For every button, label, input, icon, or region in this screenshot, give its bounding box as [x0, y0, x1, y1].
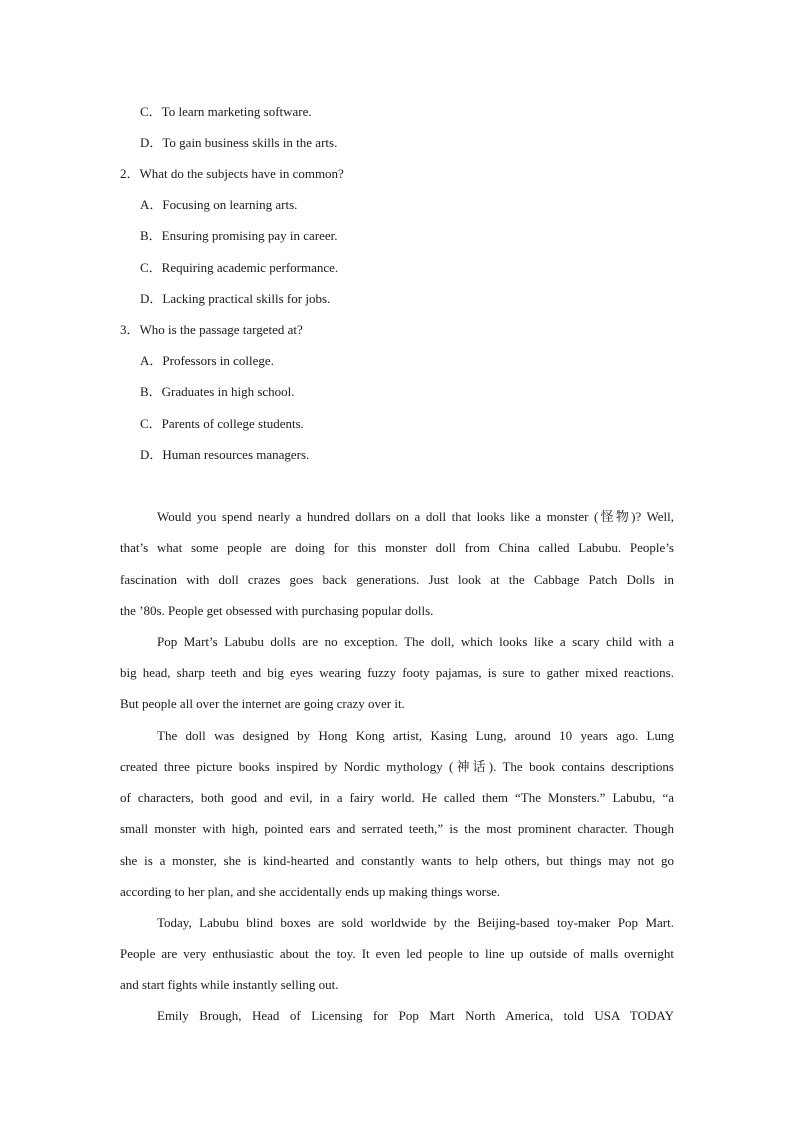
- passage-p3-line: The doll was designed by Hong Kong artist, Kasing Lung, around 10 years ago. Lung: [157, 728, 674, 743]
- q3-option-b: [140, 384, 295, 400]
- passage-p4-line: and start fights while instantly selling out.: [120, 977, 339, 992]
- option-text: Ensuring promising pay in career.: [161, 228, 338, 243]
- option-letter: D．: [140, 291, 163, 306]
- option-text: Parents of college students.: [161, 416, 304, 431]
- option-text: Professors in college.: [162, 353, 274, 368]
- passage-p4-line: Today, Labubu blind boxes are sold worldwide by the Beijing-based toy-maker Pop Mart.: [157, 915, 674, 930]
- option-letter: C．: [140, 260, 162, 275]
- passage-p2-line: But people all over the internet are going crazy over it.: [120, 696, 405, 711]
- passage-p2-line: Pop Mart’s Labubu dolls are no exception. The doll, which looks like a scary child with a: [157, 634, 674, 649]
- option-text: Human resources managers.: [162, 447, 310, 462]
- passage-p3-line: she is a monster, she is kind-hearted and constantly wants to help others, but things may not go: [120, 853, 674, 868]
- q2-option-d: [140, 291, 330, 307]
- option-letter: C．: [140, 104, 162, 119]
- option-letter: C．: [140, 416, 162, 431]
- option-letter: B．: [140, 384, 162, 399]
- passage-p3-line: according to her plan, and she accidentally ends up making things worse.: [120, 884, 501, 899]
- option-text: To learn marketing software.: [161, 104, 312, 119]
- passage-p1-line: Would you spend nearly a hundred dollars on a doll that looks like a monster (怪物)? Well,: [157, 509, 674, 524]
- q3-option-a: [140, 353, 274, 369]
- q3-option-d: [140, 447, 309, 463]
- passage-p1-line: that’s what some people are doing for this monster doll from China called Labubu. People’s: [120, 540, 674, 555]
- q2-option-a: [140, 197, 297, 213]
- option-letter: A．: [140, 353, 163, 368]
- q2-stem: 2．What do the subjects have in common?: [120, 166, 344, 181]
- passage-p3-line: of characters, both good and evil, in a fairy world. He called them “The Monsters.” Labubu, “a: [120, 790, 674, 805]
- q3-stem: 3．Who is the passage targeted at?: [120, 322, 303, 337]
- option-letter: D．: [140, 447, 163, 462]
- passage-p2-line: big head, sharp teeth and big eyes wearing fuzzy footy pajamas, is sure to gather mixed reactions.: [120, 665, 674, 680]
- passage-p4-line: People are very enthusiastic about the toy. It even led people to line up outside of malls overnight: [120, 946, 674, 961]
- option-text: Lacking practical skills for jobs.: [162, 291, 331, 306]
- passage-p1-line: fascination with doll crazes goes back generations. Just look at the Cabbage Patch Dolls in: [120, 572, 674, 587]
- option-text: Focusing on learning arts.: [162, 197, 298, 212]
- option-letter: A．: [140, 197, 163, 212]
- option-text: To gain business skills in the arts.: [162, 135, 338, 150]
- q1-option-d: [140, 135, 337, 151]
- option-text: Requiring academic performance.: [161, 260, 339, 275]
- option-letter: B．: [140, 228, 162, 243]
- passage-p3-line: small monster with high, pointed ears and serrated teeth,” is the most prominent character. Though: [120, 821, 674, 836]
- option-text: Graduates in high school.: [161, 384, 295, 399]
- q2-option-b: [140, 228, 338, 244]
- passage-p5-line: Emily Brough, Head of Licensing for Pop Mart North America, told USA TODAY: [157, 1008, 674, 1023]
- q1-option-c: [140, 104, 312, 120]
- q3-option-c: [140, 416, 304, 432]
- passage-p3-line: created three picture books inspired by Nordic mythology (神话). The book contains descriptions: [120, 759, 674, 774]
- option-letter: D．: [140, 135, 163, 150]
- passage-p1-line: the ’80s. People get obsessed with purchasing popular dolls.: [120, 603, 434, 618]
- q2-option-c: [140, 260, 338, 276]
